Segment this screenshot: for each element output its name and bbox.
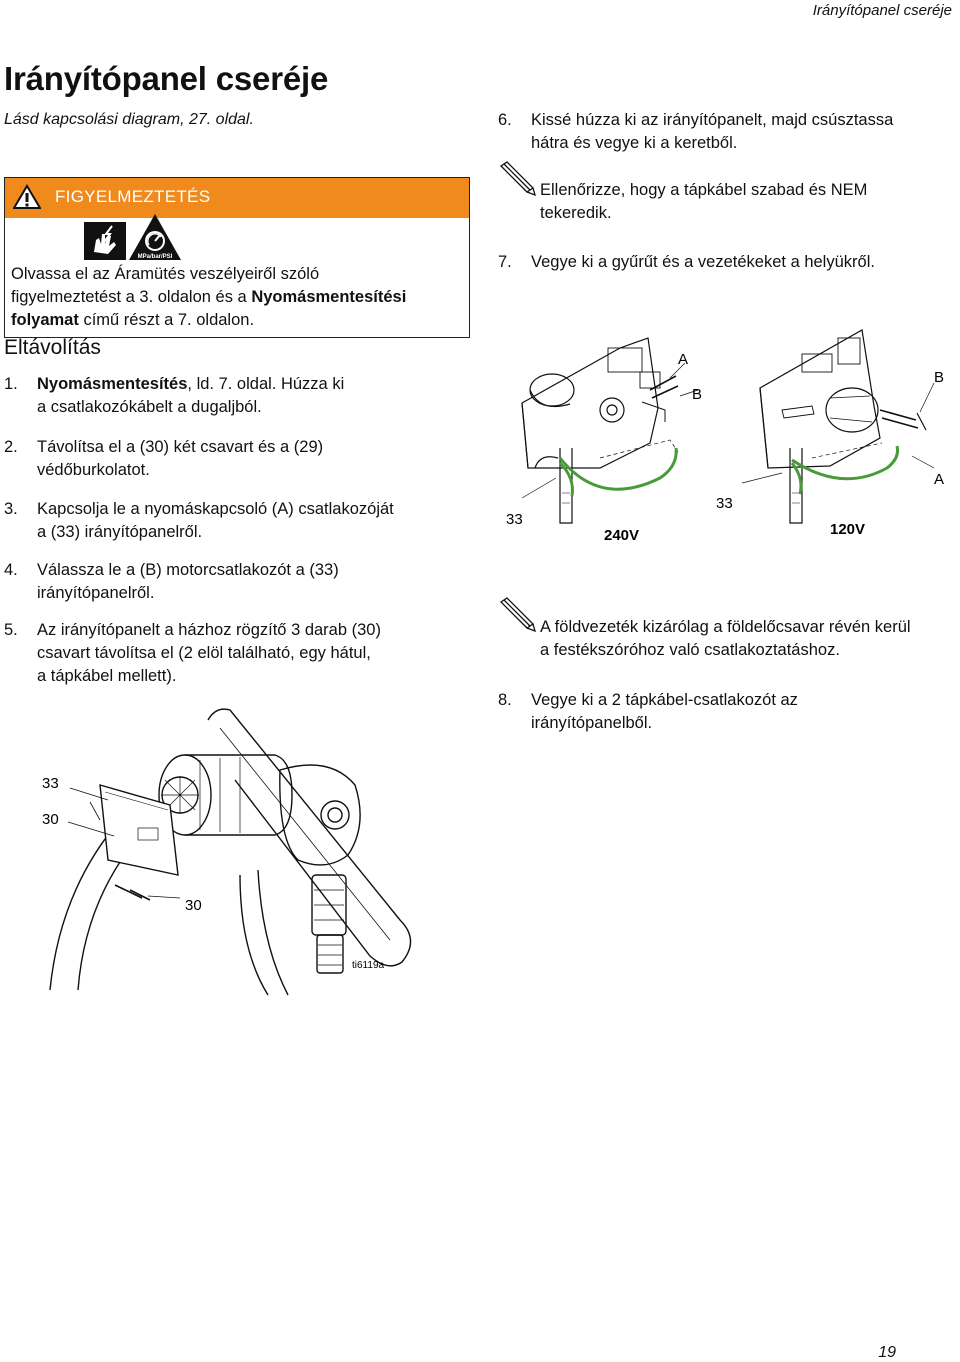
step-line: irányítópanelből. <box>531 714 653 732</box>
step-line: a csatlakozókábelt a dugaljból. <box>37 398 262 416</box>
warning-label: FIGYELMEZTETÉS <box>55 187 211 206</box>
electric-shock-icon <box>84 222 126 260</box>
figure-label-30: 30 <box>42 811 59 828</box>
step-line: Kapcsolja le a nyomáskapcsoló (A) csatlakozóját <box>37 500 394 518</box>
running-header: Irányítópanel cseréje <box>812 2 952 19</box>
note-1 <box>540 179 960 225</box>
step-line: a (33) irányítópanelről. <box>37 523 203 541</box>
step-number: 1. <box>4 375 18 393</box>
step-number: 7. <box>498 253 512 271</box>
step-number: 6. <box>498 111 512 129</box>
step-line: Távolítsa el a (30) két csavart és a (29) <box>37 438 324 456</box>
warning-text-bold: folyamat <box>11 311 79 329</box>
note-line: a festékszóróhoz való csatlakoztatáshoz. <box>540 641 840 659</box>
warning-text-bold: Nyomásmentesítési <box>251 288 407 306</box>
page-number: 19 <box>878 1344 896 1361</box>
step-line: védőburkolatot. <box>37 461 150 479</box>
note-line: tekeredik. <box>540 204 612 222</box>
page-title: Irányítópanel cseréje <box>4 60 329 97</box>
voltage-label: 120V <box>830 521 866 538</box>
subtitle: Lásd kapcsolási diagram, 27. oldal. <box>4 111 254 128</box>
step-number: 5. <box>4 621 18 639</box>
step-1 <box>4 373 464 419</box>
step-line: Az irányítópanelt a házhoz rögzítő 3 darab (30) <box>37 621 381 639</box>
step-line: csavart távolítsa el (2 elöl található, egy hátul, <box>37 644 371 662</box>
warning-text-line: Olvassa el az Áramütés veszélyeiről szóló <box>11 265 320 283</box>
step-text <box>37 373 344 419</box>
step-line: a tápkábel mellett). <box>37 667 177 685</box>
warning-text-line <box>11 286 406 309</box>
figure-label-a: A <box>934 471 945 488</box>
step-bold: Nyomásmentesítés <box>37 375 188 393</box>
warning-text-part: című részt a 7. oldalon. <box>78 311 255 329</box>
step-3 <box>4 498 464 544</box>
step-text <box>531 109 893 155</box>
step-line: , ld. 7. oldal. Húzza ki <box>187 375 345 393</box>
step-7 <box>498 251 958 274</box>
step-4 <box>4 559 464 605</box>
note-line: A földvezeték kizárólag a földelőcsavar révén kerül <box>540 618 911 636</box>
step-number: 2. <box>4 438 18 456</box>
panel-120v-figure <box>712 318 960 548</box>
figure-label-a: A <box>678 351 689 368</box>
figure-label-30: 30 <box>185 897 202 914</box>
step-line: hátra és vegye ki a keretből. <box>531 134 738 152</box>
warning-text-part: figyelmeztetést a 3. oldalon és a <box>11 288 252 306</box>
step-number: 8. <box>498 691 512 709</box>
step-8 <box>498 689 958 735</box>
pressure-hazard-icon <box>129 214 181 260</box>
step-text <box>37 619 381 688</box>
step-text <box>531 251 875 274</box>
step-line: irányítópanelről. <box>37 584 155 602</box>
warning-text-line <box>11 309 406 332</box>
figure-label-33: 33 <box>716 495 733 512</box>
warning-box <box>4 177 470 338</box>
note-line: Ellenőrizze, hogy a tápkábel szabad és NEM <box>540 181 868 199</box>
step-text <box>531 689 798 735</box>
note-2 <box>540 616 960 662</box>
figure-label-33: 33 <box>506 511 523 528</box>
step-text <box>37 498 394 544</box>
pencil-note-icon <box>497 160 537 196</box>
warning-bar <box>5 178 469 218</box>
step-6 <box>498 109 958 155</box>
panel-240v-figure <box>500 318 730 548</box>
step-line: Kissé húzza ki az irányítópanelt, majd csúsztassa <box>531 111 894 129</box>
step-5 <box>4 619 464 688</box>
pencil-note-icon <box>497 596 537 632</box>
voltage-label: 240V <box>604 527 640 544</box>
step-2 <box>4 436 464 482</box>
step-text <box>37 436 323 482</box>
warning-text <box>11 263 406 332</box>
pressure-units-label: MPa/bar/PSI <box>137 254 173 260</box>
figure-label-b: B <box>692 386 703 403</box>
step-text <box>37 559 339 605</box>
step-number: 4. <box>4 561 18 579</box>
step-line: Válassza le a (B) motorcsatlakozót a (33) <box>37 561 339 579</box>
step-line: Vegye ki a 2 tápkábel-csatlakozót az <box>531 691 798 709</box>
step-line: Vegye ki a gyűrűt és a vezetékeket a helyükről. <box>531 253 875 271</box>
figure-code: ti6119a <box>352 960 385 971</box>
section-heading: Eltávolítás <box>4 336 101 359</box>
warning-triangle-icon <box>13 184 41 210</box>
step-number: 3. <box>4 500 18 518</box>
figure-label-b: B <box>934 369 945 386</box>
sprayer-figure <box>30 700 450 1000</box>
figure-label-33: 33 <box>42 775 59 792</box>
